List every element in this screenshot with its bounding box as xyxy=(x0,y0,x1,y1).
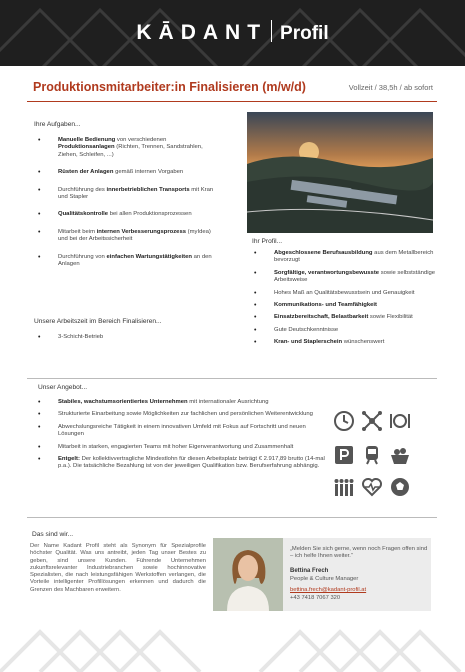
list-item: • Abwechslungsreiche Tätigkeit in einem innovativen Umfeld mit Fokus auf Fortschritt und neuen Lösungen xyxy=(36,424,326,439)
job-meta: Vollzeit / 38,5h / ab sofort xyxy=(348,83,433,92)
contact-phone: +43 7418 7067 320 xyxy=(290,595,341,601)
football-icon xyxy=(389,476,411,498)
list-item: • 3-Schicht-Betrieb xyxy=(36,334,216,341)
about-text: Der Name Kadant Profil steht als Synonym für Spezialprofile höchster Qualität. Was uns antreibt, jeden Tag unser Bestes zu geben, sind unsere Kunden. Führende Unternehmen zukunftsrelevanter Industriebranchen sowie hochinnovative Spezialisten, die nach leistungsfähigen Werkstoffen verlangen, die Vorteile intelligenter Profillösungen erkennen und dadurch die Grenzen des Machbaren erweitern. xyxy=(30,543,206,593)
fruit-basket-icon xyxy=(389,444,411,466)
team-icon xyxy=(333,476,355,498)
offer-list xyxy=(36,399,326,471)
list-item: • Sorgfältige, verantwortungsbewusste sowie selbstständige Arbeitsweise xyxy=(252,270,437,285)
contact-quote: „Melden Sie sich gerne, wenn noch Fragen offen sind – ich helfe Ihnen weiter.“ xyxy=(290,546,428,560)
list-item: • Stabiles, wachstumsorientiertes Unternehmen mit internationaler Ausrichtung xyxy=(36,399,326,406)
list-item: • Mitarbeit beim internen Verbesserungsprozess (myIdea) und bei der Arbeitssicherheit xyxy=(36,229,216,244)
header-banner xyxy=(0,0,465,66)
factory-aerial-photo xyxy=(247,112,433,233)
contact-role: People & Culture Manager xyxy=(290,576,359,582)
list-item: • Einsatzbereitschaft, Belastbarkeit sowie Flexibilität xyxy=(252,314,437,321)
list-item: • Manuelle Bedienung von verschiedenen Produktionsanlagen (Richten, Trennen, Sandstrahlen, Ziehen, Schleifen, ...) xyxy=(36,137,216,159)
shift-heading: Unsere Arbeitszeit im Bereich Finalisieren... xyxy=(34,318,162,325)
clock-icon xyxy=(333,410,355,432)
job-title: Produktionsmitarbeiter:in Finalisieren (m/w/d) xyxy=(33,80,306,94)
train-icon xyxy=(361,444,383,466)
list-item: • Hohes Maß an Qualitätsbewusstsein und Genauigkeit xyxy=(252,290,437,297)
tasks-list xyxy=(36,137,216,268)
restaurant-icon xyxy=(389,410,411,432)
profile-list xyxy=(252,250,437,347)
network-icon xyxy=(361,410,383,432)
list-item: • Gute Deutschkenntnisse xyxy=(252,327,437,334)
divider xyxy=(27,378,437,379)
list-item: • Rüsten der Anlagen gemäß internen Vorgaben xyxy=(36,169,216,176)
tasks-heading: Ihre Aufgaben... xyxy=(34,121,81,128)
shift-list xyxy=(36,334,216,341)
list-item: • Kommunikations- und Teamfähigkeit xyxy=(252,302,437,309)
contact-portrait xyxy=(213,538,283,611)
logo-separator xyxy=(271,20,272,42)
list-item: • Strukturierte Einarbeitung sowie Möglichkeiten zur fachlichen und persönlichen Weiterentwicklung xyxy=(36,411,326,418)
brand-name: KĀDANT xyxy=(136,21,268,44)
footer-pattern xyxy=(0,622,465,672)
offer-heading: Unser Angebot... xyxy=(38,384,88,391)
list-item: • Durchführung von einfachen Wartungstätigkeiten an den Anlagen xyxy=(36,254,216,269)
list-item: • Entgelt: Der kollektivvertragliche Mindestlohn für diesen Arbeitsplatz beträgt € 2.917,89 brutto (14-mal p.a.). Die tatsächliche Bezahlung ist von der jeweiligen Qualifikation bzw. Berufserfahrung abhängig. xyxy=(36,456,326,471)
list-item: • Kran- und Staplerschein wünschenswert xyxy=(252,339,437,346)
about-heading: Das sind wir... xyxy=(32,531,74,538)
list-item: • Abgeschlossene Berufsausbildung aus dem Metallbereich bevorzugt xyxy=(252,250,437,265)
heart-health-icon xyxy=(361,476,383,498)
brand-sub: Profil xyxy=(280,23,329,44)
profile-heading: Ihr Profil... xyxy=(252,238,283,245)
list-item: • Mitarbeit in starken, engagierten Teams mit hoher Eigenverantwortung und Zusammenhalt xyxy=(36,444,326,451)
brand-logo[interactable] xyxy=(0,20,465,45)
list-item: • Durchführung des innerbetrieblichen Transports mit Kran und Stapler xyxy=(36,187,216,202)
contact-name: Bettina Frech xyxy=(290,568,329,574)
list-item: • Qualitätskontrolle bei allen Produktionsprozessen xyxy=(36,211,216,218)
parking-icon xyxy=(333,444,355,466)
contact-email-link[interactable]: bettina.frech@kadant-profil.at xyxy=(290,587,367,593)
title-row xyxy=(27,80,437,102)
divider xyxy=(27,517,437,518)
